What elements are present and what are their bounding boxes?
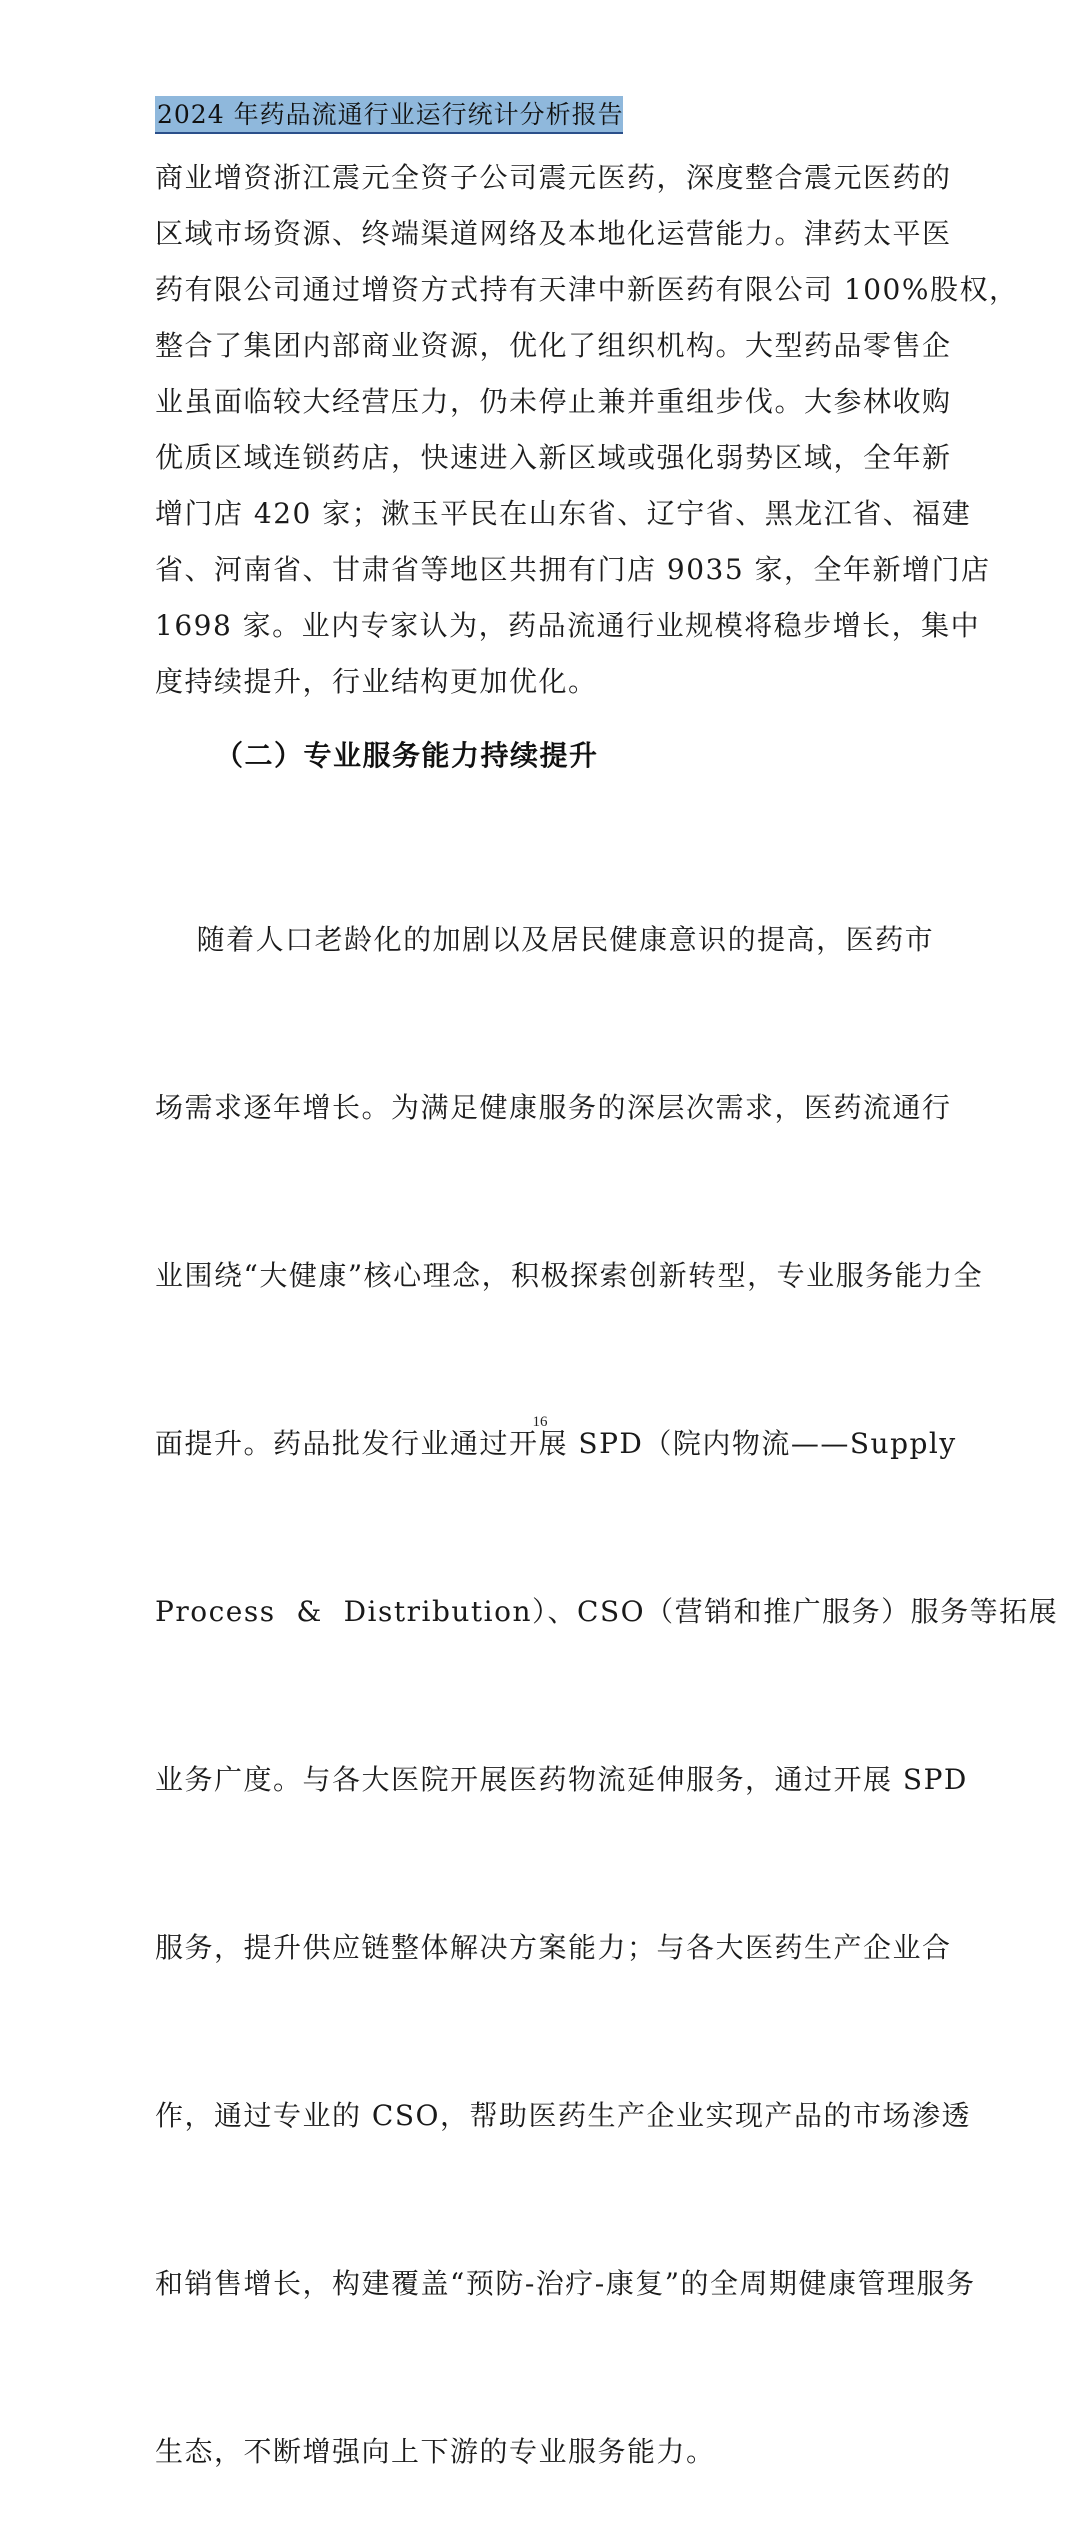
document-header-title: 2024 年药品流通行业运行统计分析报告 xyxy=(157,100,624,129)
text-line: 随着人口老龄化的加剧以及居民健康意识的提高，医药市 xyxy=(155,923,935,956)
text-line: 1698 家。业内专家认为，药品流通行业规模将稳步增长，集中 xyxy=(155,609,981,642)
text-line: 整合了集团内部商业资源，优化了组织机构。大型药品零售企 xyxy=(155,329,952,362)
text-line: 药有限公司通过增资方式持有天津中新医药有限公司 100%股权， xyxy=(155,273,1019,306)
text-line: 作，通过专业的 CSO，帮助医药生产企业实现产品的市场渗透 xyxy=(155,2099,971,2132)
section-heading: （二）专业服务能力持续提升 xyxy=(215,739,599,772)
text-line: 服务，提升供应链整体解决方案能力；与各大医药生产企业合 xyxy=(155,1931,952,1964)
text-line: 省、河南省、甘肃省等地区共拥有门店 9035 家，全年新增门店 xyxy=(155,553,991,586)
text-line: 增门店 420 家；漱玉平民在山东省、辽宁省、黑龙江省、福建 xyxy=(155,497,972,530)
text-line: 和销售增长，构建覆盖“预防-治疗-康复”的全周期健康管理服务 xyxy=(155,2267,976,2300)
text-line: 面提升。药品批发行业通过开展 SPD（院内物流——Supply xyxy=(155,1427,957,1460)
text-line: 生态，不断增强向上下游的专业服务能力。 xyxy=(155,2435,716,2468)
text-line: Process & Distribution）、CSO（营销和推广服务）服务等拓展 xyxy=(155,1595,1059,1628)
text-line: 区域市场资源、终端渠道网络及本地化运营能力。津药太平医 xyxy=(155,217,952,250)
text-line: 优质区域连锁药店，快速进入新区域或强化弱势区域，全年新 xyxy=(155,441,952,474)
text-line: 业务广度。与各大医院开展医药物流延伸服务，通过开展 SPD xyxy=(155,1763,968,1796)
text-line: 商业增资浙江震元全资子公司震元医药，深度整合震元医药的 xyxy=(155,161,952,194)
text-line: 业虽面临较大经营压力，仍未停止兼并重组步伐。大参林收购 xyxy=(155,385,952,418)
text-line: 场需求逐年增长。为满足健康服务的深层次需求，医药流通行 xyxy=(155,1091,952,1124)
paragraph-merger-summary xyxy=(155,150,1018,710)
text-line: 度持续提升，行业结构更加优化。 xyxy=(155,665,598,698)
page-number: 16 xyxy=(532,1414,548,1430)
text-line: 业围绕“大健康”核心理念，积极探索创新转型，专业服务能力全 xyxy=(155,1259,984,1292)
paragraph-professional-services xyxy=(155,800,1058,2536)
